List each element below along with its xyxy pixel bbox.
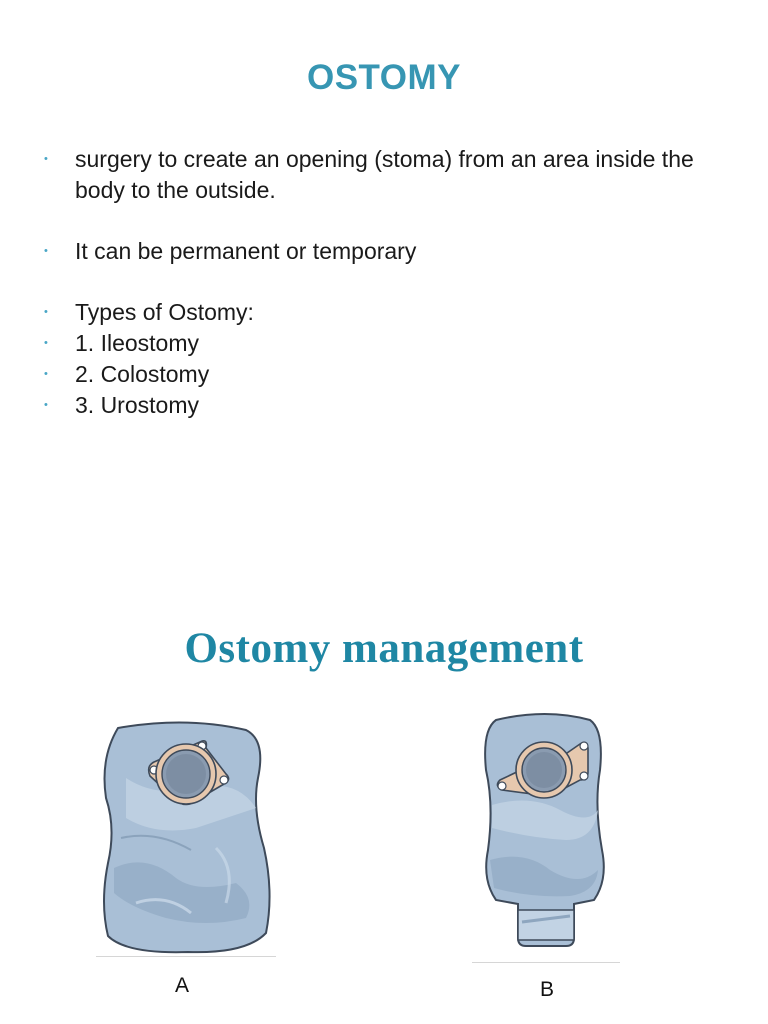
list-item <box>44 328 744 359</box>
list-item <box>44 359 744 390</box>
slide-title: Ostomy management <box>184 625 584 672</box>
bullet-icon: • <box>44 399 48 411</box>
bullet-list <box>44 144 744 421</box>
list-item <box>44 144 744 206</box>
list-item <box>44 236 744 267</box>
list-item <box>44 390 744 421</box>
bullet-icon: • <box>44 306 48 318</box>
slide-title: OSTOMY <box>306 58 462 97</box>
bullet-text: 2. Colostomy <box>75 361 210 387</box>
bullet-icon: • <box>44 153 48 165</box>
closed-pouch-icon <box>470 710 622 962</box>
bullet-text: 1. Ileostomy <box>75 330 199 356</box>
divider <box>96 956 276 957</box>
list-item <box>44 297 744 328</box>
drainable-pouch-icon <box>96 718 276 958</box>
bullet-icon: • <box>44 368 48 380</box>
slide-ostomy-management <box>0 580 768 1024</box>
figure-caption: A <box>175 974 190 997</box>
bullet-text: surgery to create an opening (stoma) from an area inside the body to the outside. <box>75 146 694 203</box>
bullet-text: Types of Ostomy: <box>75 299 254 325</box>
figure-caption: B <box>540 978 555 1001</box>
bullet-text: 3. Urostomy <box>75 392 199 418</box>
bullet-text: It can be permanent or temporary <box>75 238 417 264</box>
divider <box>472 962 620 963</box>
bullet-icon: • <box>44 337 48 349</box>
bullet-icon: • <box>44 245 48 257</box>
